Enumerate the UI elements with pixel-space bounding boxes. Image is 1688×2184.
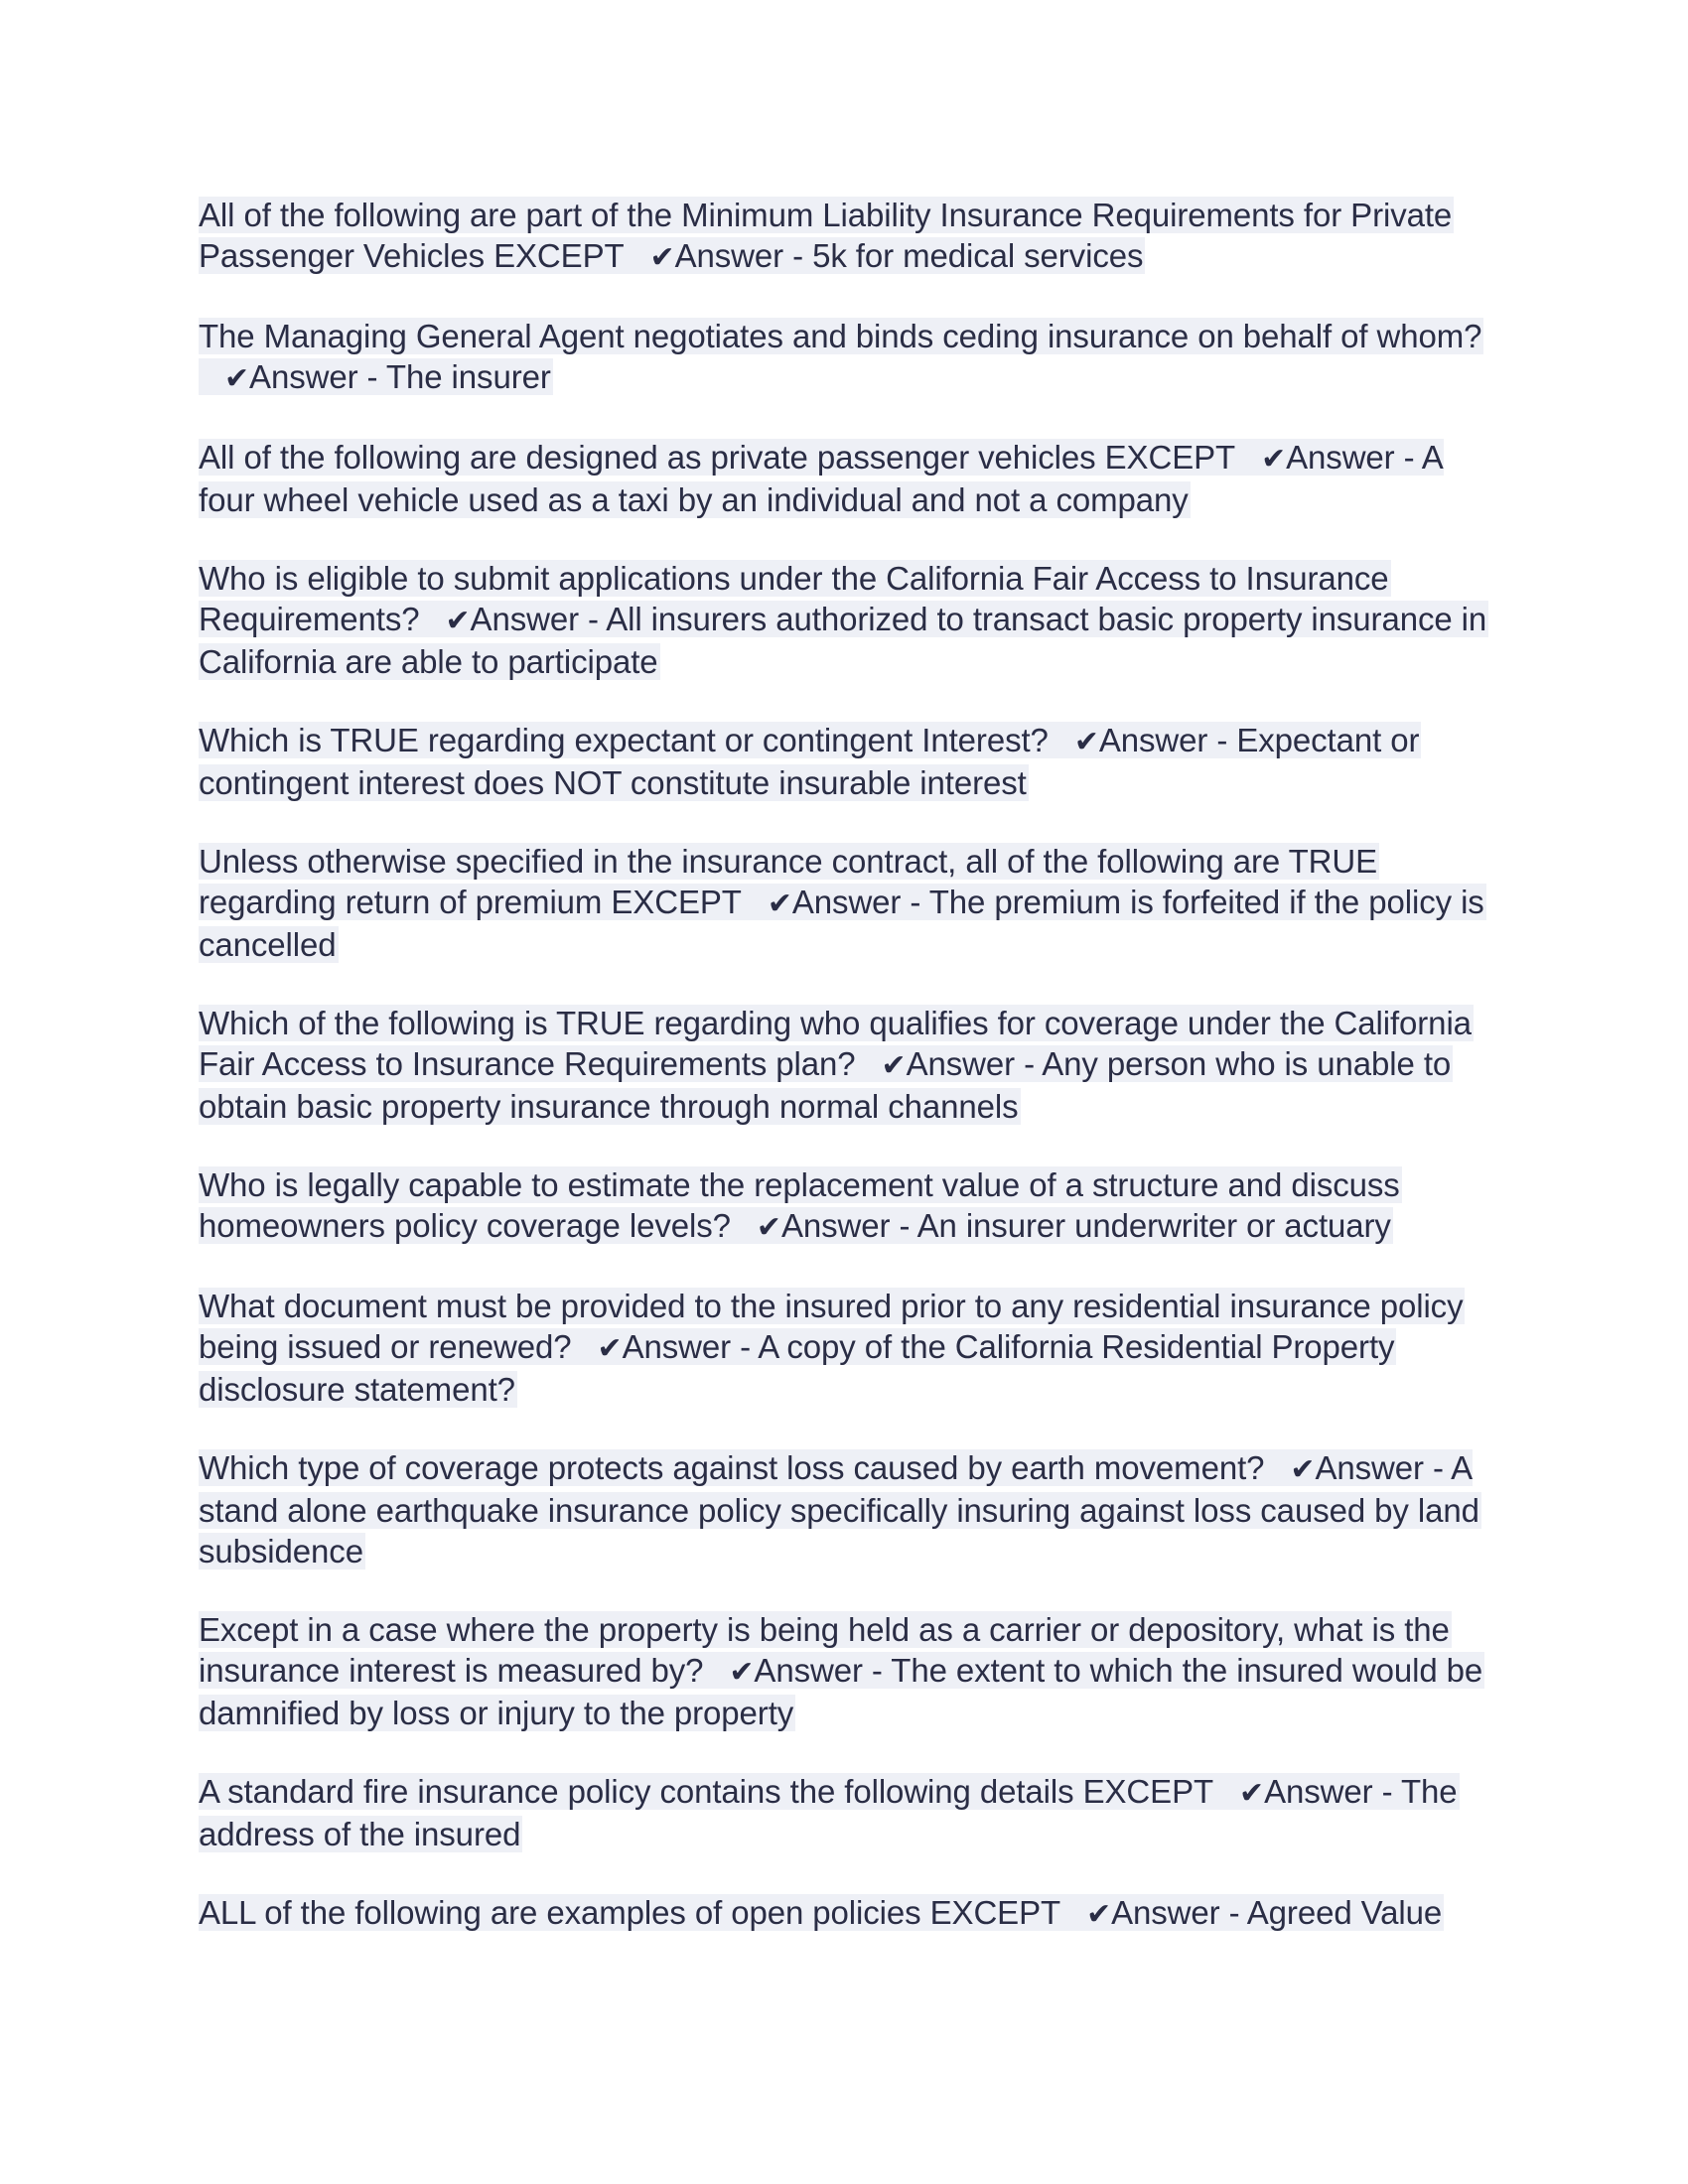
qa-list <box>199 195 1499 1973</box>
question-text: All of the following are designed as private passenger vehicles EXCEPT <box>199 439 1236 476</box>
qa-item <box>199 1164 1499 1248</box>
question-text: Unless otherwise specified in the insurance contract, all of the following are TRUE regarding return of premium EXCEPT <box>199 843 1378 920</box>
answer-prefix: Answer - <box>674 237 813 274</box>
answer-prefix: Answer - <box>791 884 929 920</box>
qa-item <box>199 1447 1499 1571</box>
answer-prefix: Answer - <box>1111 1894 1247 1931</box>
question-text: Who is legally capable to estimate the replacement value of a structure and discuss homeowners policy coverage levels? <box>199 1166 1400 1244</box>
checkmark-icon: ✔ <box>649 240 675 275</box>
question-text: Who is eligible to submit applications under the California Fair Access to Insurance Requirements? <box>199 560 1389 637</box>
answer-prefix: Answer - <box>1286 439 1422 476</box>
checkmark-icon: ✔ <box>597 1331 623 1366</box>
answer-text: Expectant or contingent interest does NOT constitute insurable interest <box>199 722 1420 801</box>
qa-item <box>199 1892 1499 1935</box>
checkmark-icon: ✔ <box>224 361 250 396</box>
answer-text: An insurer underwriter or actuary <box>916 1207 1391 1244</box>
question-text: Which type of coverage protects against loss caused by earth movement? <box>199 1449 1265 1486</box>
qa-item <box>199 1286 1499 1410</box>
question-text: Except in a case where the property is being held as a carrier or depository, what is the insurance interest is measured by? <box>199 1611 1450 1689</box>
answer-text: The extent to which the insured would be damnified by loss or injury to the property <box>199 1652 1483 1731</box>
checkmark-icon: ✔ <box>445 604 471 638</box>
qa-item <box>199 841 1499 965</box>
qa-item <box>199 437 1499 520</box>
qa-item <box>199 1609 1499 1733</box>
qa-item <box>199 1003 1499 1127</box>
question-text: A standard fire insurance policy contains the following details EXCEPT <box>199 1773 1214 1810</box>
qa-item <box>199 720 1499 803</box>
answer-prefix: Answer - <box>1098 722 1237 758</box>
question-text: Which is TRUE regarding expectant or contingent Interest? <box>199 722 1049 758</box>
question-text: What document must be provided to the insured prior to any residential insurance policy being issued or renewed? <box>199 1288 1464 1365</box>
answer-text: A stand alone earthquake insurance policy specifically insuring against loss caused by land subsidence <box>199 1449 1479 1570</box>
question-text: ALL of the following are examples of open policies EXCEPT <box>199 1894 1061 1931</box>
qa-item <box>199 558 1499 682</box>
checkmark-icon: ✔ <box>1290 1452 1316 1487</box>
qa-item <box>199 1771 1499 1854</box>
checkmark-icon: ✔ <box>767 887 792 921</box>
answer-text: The premium is forfeited if the policy is cancelled <box>199 884 1484 963</box>
answer-prefix: Answer - <box>249 358 386 395</box>
checkmark-icon: ✔ <box>729 1655 755 1690</box>
question-text: Which of the following is TRUE regarding who qualifies for coverage under the California Fair Access to Insurance Requirements plan? <box>199 1005 1472 1082</box>
answer-text: A copy of the California Residential Property disclosure statement? <box>199 1328 1395 1408</box>
checkmark-icon: ✔ <box>881 1048 907 1083</box>
checkmark-icon: ✔ <box>756 1210 781 1245</box>
answer-prefix: Answer - <box>1264 1773 1401 1810</box>
answer-text: Any person who is unable to obtain basic property insurance through normal channels <box>199 1045 1452 1125</box>
answer-prefix: Answer - <box>622 1328 759 1365</box>
qa-item <box>199 195 1499 278</box>
answer-text: All insurers authorized to transact basic property insurance in California are able to participate <box>199 601 1487 680</box>
checkmark-icon: ✔ <box>1261 442 1287 477</box>
answer-prefix: Answer - <box>780 1207 917 1244</box>
question-text: All of the following are part of the Minimum Liability Insurance Requirements for Private Passenger Vehicles EXCEPT <box>199 197 1453 274</box>
answer-text: The insurer <box>385 358 551 395</box>
question-text: The Managing General Agent negotiates and binds ceding insurance on behalf of whom? <box>199 318 1482 354</box>
answer-prefix: Answer - <box>754 1652 892 1689</box>
answer-text: 5k for medical services <box>812 237 1144 274</box>
checkmark-icon: ✔ <box>1086 1897 1112 1932</box>
answer-text: The address of the insured <box>199 1773 1458 1852</box>
qa-item <box>199 316 1499 399</box>
answer-text: A four wheel vehicle used as a taxi by an individual and not a company <box>199 439 1442 518</box>
answer-prefix: Answer - <box>1315 1449 1452 1486</box>
answer-prefix: Answer - <box>470 601 607 637</box>
checkmark-icon: ✔ <box>1073 725 1099 759</box>
answer-text: Agreed Value <box>1246 1894 1443 1931</box>
answer-prefix: Answer - <box>906 1045 1043 1082</box>
checkmark-icon: ✔ <box>1239 1776 1265 1811</box>
